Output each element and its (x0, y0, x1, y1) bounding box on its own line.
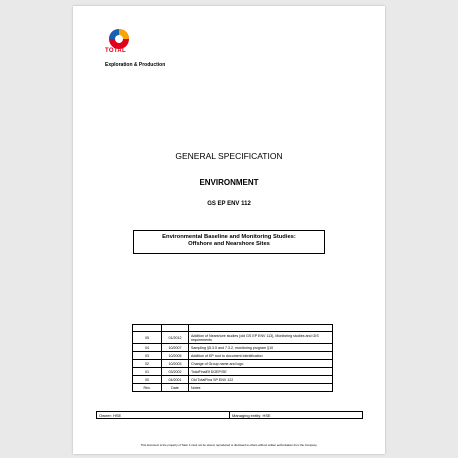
owner-cell: Owner: HSE (97, 412, 230, 418)
notes-cell: Addition of EP root to document identification (189, 352, 333, 360)
table-row (133, 360, 333, 368)
table-row (133, 325, 333, 332)
notes-cell: TotalFinaElf DGEP/SE (189, 368, 333, 376)
division-label: Exploration & Production (105, 62, 166, 68)
date-cell: 10/2005 (162, 352, 189, 360)
date-cell: 04/2001 (162, 376, 189, 384)
subject-line-1: Environmental Baseline and Monitoring Studies: (162, 234, 296, 240)
rev-cell: 01 (133, 368, 162, 376)
notes-cell: Old TotalFina SP ENV 122 (189, 376, 333, 384)
subject-line-2: Offshore and Nearshore Sites (188, 241, 270, 247)
date-header: Date (162, 384, 189, 392)
document-title: ENVIRONMENT (199, 178, 259, 187)
date-cell: 01/2012 (162, 332, 189, 344)
managing-entity-cell: Managing entity: HSE (232, 413, 271, 418)
rev-header: Rev. (133, 384, 162, 392)
table-row (133, 352, 333, 360)
logo-text: TOTAL (105, 48, 126, 54)
spec-type: GENERAL SPECIFICATION (175, 151, 283, 161)
owner-table (96, 411, 363, 419)
footer-note: This document is the property of Total. It must not be stored, reproduced or disclosed to others without written authorisation from the Company. (140, 443, 318, 447)
revision-table (132, 324, 333, 392)
date-cell: 10/2003 (162, 360, 189, 368)
rev-cell: 00 (133, 376, 162, 384)
table-row (133, 376, 333, 384)
table-row (133, 332, 333, 344)
notes-cell: Change of Group name and logo (189, 360, 333, 368)
table-header-row (133, 384, 333, 392)
document-code: GS EP ENV 112 (207, 201, 251, 207)
notes-cell: Addition of Nearshore studies (old GS EP ENV 113), Monitoring studies and GIS requirements (189, 332, 333, 344)
document-page (73, 6, 385, 454)
notes-header: Notes (189, 384, 333, 392)
rev-cell: 02 (133, 360, 162, 368)
rev-cell: 03 (133, 352, 162, 360)
table-row (133, 368, 333, 376)
date-cell: 10/2007 (162, 344, 189, 352)
table-row (133, 344, 333, 352)
total-logo-icon (104, 20, 134, 60)
rev-cell: 04 (133, 344, 162, 352)
notes-cell: Sampling §5.3.5 and 7.3.2, monitoring program §10 (189, 344, 333, 352)
subject-box (133, 230, 325, 254)
rev-cell: 05 (133, 332, 162, 344)
date-cell: 03/2002 (162, 368, 189, 376)
